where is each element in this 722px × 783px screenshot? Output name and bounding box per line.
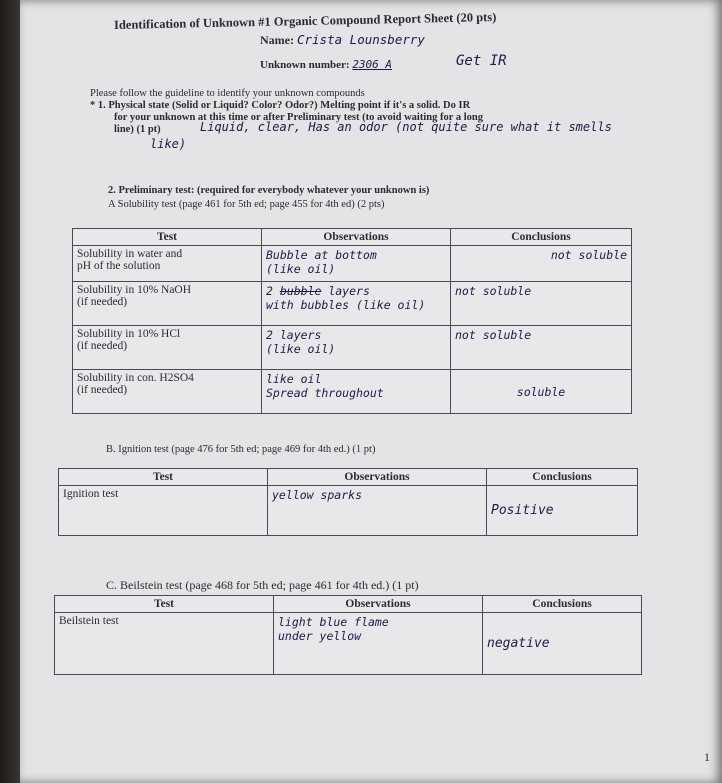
unknown-number-row <box>260 58 392 71</box>
col-header-observations: Observations <box>262 229 451 246</box>
table-row <box>73 246 632 282</box>
table-row <box>55 613 642 675</box>
conclusion-cell: soluble <box>451 370 632 414</box>
observation-cell: 2 bubble layers with bubbles (like oil) <box>262 282 451 326</box>
item1-text-a: Physical state (Solid or Liquid? Color? Odor?) Melting point if it's a solid. Do IR <box>108 100 471 111</box>
conclusion-cell: not soluble <box>451 326 632 370</box>
item1-number: 1. <box>97 100 106 111</box>
col-header-conclusions: Conclusions <box>487 469 638 486</box>
item1-text-b: for your unknown at this time or after Preliminary test (to avoid waiting for a long <box>114 112 483 123</box>
observation-cell: like oil Spread throughout <box>262 370 451 414</box>
conclusion-cell: not soluble <box>451 246 632 282</box>
page-edge-shadow <box>0 0 20 783</box>
table-row <box>73 282 632 326</box>
unknown-value: 2306 A <box>352 58 393 71</box>
struck-word: bubble <box>279 284 322 298</box>
get-ir-note: Get IR <box>456 53 507 69</box>
report-sheet <box>20 0 722 783</box>
name-row <box>260 32 425 48</box>
table-row <box>73 326 632 370</box>
beilstein-table <box>54 595 642 675</box>
item1-answer-a: Liquid, clear, Has an odor (not quite sure what it smells <box>200 120 612 134</box>
col-header-conclusions: Conclusions <box>483 596 642 613</box>
name-value: Crista Lounsberry <box>296 32 425 47</box>
observation-cell: 2 layers (like oil) <box>262 326 451 370</box>
conclusion-cell: negative <box>483 613 642 675</box>
solubility-subheading: A Solubility test (page 461 for 5th ed; page 455 for 4th ed) (2 pts) <box>108 199 385 210</box>
conclusion-cell: not soluble <box>451 282 632 326</box>
col-header-test: Test <box>73 229 262 246</box>
star-mark: * <box>90 100 96 111</box>
solubility-table <box>72 228 632 414</box>
section2-heading: 2. Preliminary test: (required for everybody whatever your unknown is) <box>108 185 430 196</box>
table-row <box>73 370 632 414</box>
ignition-table <box>58 468 638 536</box>
beilstein-heading: C. Beilstein test (page 468 for 5th ed; page 461 for 4th ed.) (1 pt) <box>106 578 419 592</box>
test-cell: Solubility in water and pH of the solution <box>73 246 262 282</box>
test-cell: Beilstein test <box>55 613 274 675</box>
test-cell: Solubility in 10% HCl (if needed) <box>73 326 262 370</box>
col-header-test: Test <box>55 596 274 613</box>
page-number: 1 <box>704 750 710 764</box>
col-header-observations: Observations <box>274 596 483 613</box>
conclusion-cell: Positive <box>487 486 638 536</box>
unknown-label: Unknown number: <box>260 59 350 71</box>
item1-text-c: line) (1 pt) <box>114 124 161 135</box>
col-header-observations: Observations <box>268 469 487 486</box>
test-cell: Ignition test <box>59 486 268 536</box>
observation-cell: Bubble at bottom (like oil) <box>262 246 451 282</box>
guideline-text: Please follow the guideline to identify your unknown compounds <box>90 88 365 99</box>
table-row <box>59 486 638 536</box>
name-label: Name: <box>260 33 294 47</box>
col-header-test: Test <box>59 469 268 486</box>
report-title: Identification of Unknown #1 Organic Compound Report Sheet (20 pts) <box>113 9 497 33</box>
observation-cell: yellow sparks <box>268 486 487 536</box>
item1-line-a <box>90 100 470 111</box>
observation-cell: light blue flame under yellow <box>274 613 483 675</box>
item1-answer-b: like) <box>150 137 187 151</box>
ignition-heading: B. Ignition test (page 476 for 5th ed; page 469 for 4th ed.) (1 pt) <box>106 444 376 455</box>
col-header-conclusions: Conclusions <box>451 229 632 246</box>
test-cell: Solubility in 10% NaOH (if needed) <box>73 282 262 326</box>
test-cell: Solubility in con. H2SO4 (if needed) <box>73 370 262 414</box>
